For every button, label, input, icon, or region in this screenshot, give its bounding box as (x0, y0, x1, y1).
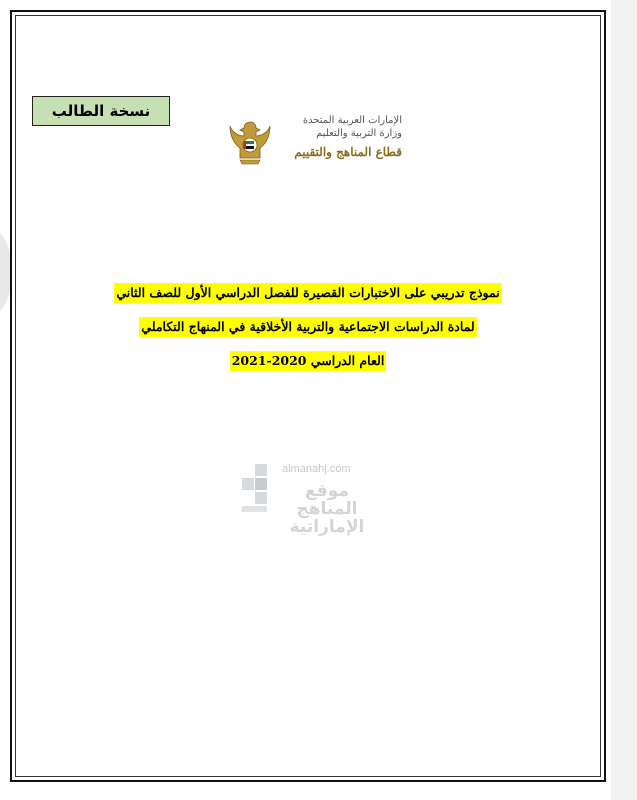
logo-ministry-name: وزارة التربية والتعليم (316, 128, 402, 139)
title-line-2: لمادة الدراسات الاجتماعية والتربية الأخلاقية في المنهاج التكاملي (139, 317, 476, 337)
logo-country-name: الإمارات العربية المتحدة (302, 115, 402, 126)
watermark-domain: almanahj.com (282, 463, 351, 475)
logo-sector-name: قطاع المناهج والتقييم (294, 145, 402, 159)
watermark-site-name: موقع المناهج الإماراتية (289, 481, 365, 537)
ministry-logo-text (262, 114, 402, 162)
viewer-side-panel (611, 0, 637, 800)
title-line-1: نموذج تدريبي على الاختبارات القصيرة للفصل الدراسي الأول للصف الثاني (114, 283, 501, 303)
site-watermark (242, 460, 392, 540)
title-line-3: العام الدراسي 2020-2021 (230, 351, 387, 371)
ministry-logo (222, 112, 402, 174)
student-copy-label: نسخة الطالب (32, 96, 170, 126)
document-page (10, 10, 606, 782)
document-titles (12, 282, 604, 384)
